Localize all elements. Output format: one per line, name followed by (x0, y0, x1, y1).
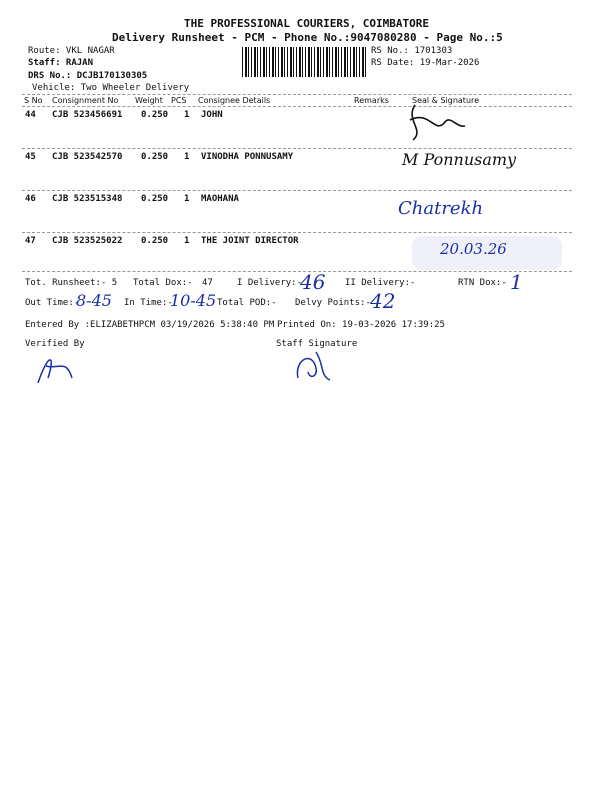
row-46-signature: Chatrekh (398, 198, 484, 219)
staff-signature-label: Staff Signature (276, 339, 358, 349)
col-remarks: Remarks (354, 96, 389, 105)
col-weight: Weight (135, 96, 163, 105)
row-47-consignee: THE JOINT DIRECTOR (201, 236, 299, 246)
rtn-dox-value: 1 (510, 270, 523, 294)
barcode (242, 47, 368, 77)
rs-date: RS Date: 19-Mar-2026 (371, 58, 480, 68)
row-46-sno: 46 (25, 194, 36, 204)
row-45-sno: 45 (25, 152, 36, 162)
rs-number: RS No.: 1701303 (371, 46, 453, 56)
row-44-pcs: 1 (184, 110, 190, 120)
row-46-weight: 0.250 (141, 194, 169, 204)
row-47-sno: 47 (25, 236, 36, 246)
vehicle: Vehicle: Two Wheeler Delivery (32, 83, 190, 93)
row-44-consignee: JOHN (201, 110, 223, 120)
in-time-label: In Time:- (124, 298, 173, 308)
col-consignee: Consignee Details (198, 96, 271, 105)
entered-by: Entered By :ELIZABETHPCM 03/19/2026 5:38:40 PM (25, 320, 275, 330)
total-runsheet: Tot. Runsheet:- 5 (25, 278, 118, 288)
out-time-value: 8-45 (76, 291, 112, 310)
i-delivery-label: I Delivery:- (237, 278, 303, 288)
staff-signature-mark (290, 340, 350, 385)
total-pod-label: Total POD:- (217, 298, 277, 308)
rtn-dox-label: RTN Dox:- (458, 278, 507, 288)
i-delivery-value: 46 (300, 270, 326, 294)
row-45-cn: CJB 523542570 (52, 152, 123, 162)
delvy-points-value: 42 (370, 289, 396, 313)
printed-on: Printed On: 19-03-2026 17:39:25 (277, 320, 445, 330)
drs-number: DRS No.: DCJB170130305 (28, 71, 148, 81)
row-44-cn: CJB 523456691 (52, 110, 123, 120)
in-time-value: 10-45 (170, 291, 217, 310)
route: Route: VKL NAGAR (28, 46, 115, 56)
company-name: THE PROFESSIONAL COURIERS, COIMBATORE (184, 17, 430, 30)
row-44-weight: 0.250 (141, 110, 169, 120)
verified-by-signature (28, 348, 88, 388)
row-47-cn: CJB 523525022 (52, 236, 123, 246)
row-44-signature (395, 100, 475, 145)
col-sno: S No (24, 96, 43, 105)
row-47-pcs: 1 (184, 236, 190, 246)
row-46-cn: CJB 523515348 (52, 194, 123, 204)
row-46-consignee: MAOHANA (201, 194, 239, 204)
ii-delivery-label: II Delivery:- (345, 278, 416, 288)
col-seal-signature: Seal & Signature (412, 96, 480, 105)
staff: Staff: RAJAN (28, 58, 94, 68)
col-pcs: PCS (171, 96, 187, 105)
col-consignment-no: Consignment No (52, 96, 119, 105)
total-dox-label: Total Dox:- (133, 278, 193, 288)
verified-by-label: Verified By (25, 339, 85, 349)
row-47-signature: 20.03.26 (440, 240, 507, 258)
row-45-pcs: 1 (184, 152, 190, 162)
delvy-points-label: Delvy Points:- (295, 298, 371, 308)
row-45-signature: M Ponnusamy (402, 150, 517, 169)
row-47-weight: 0.250 (141, 236, 169, 246)
runsheet-title: Delivery Runsheet - PCM - Phone No.:9047080280 - Page No.:5 (112, 31, 503, 44)
row-46-pcs: 1 (184, 194, 190, 204)
out-time-label: Out Time:- (25, 298, 80, 308)
row-45-weight: 0.250 (141, 152, 169, 162)
row-44-sno: 44 (25, 110, 36, 120)
total-dox-value: 47 (202, 278, 213, 288)
row-45-consignee: VINODHA PONNUSAMY (201, 152, 294, 162)
